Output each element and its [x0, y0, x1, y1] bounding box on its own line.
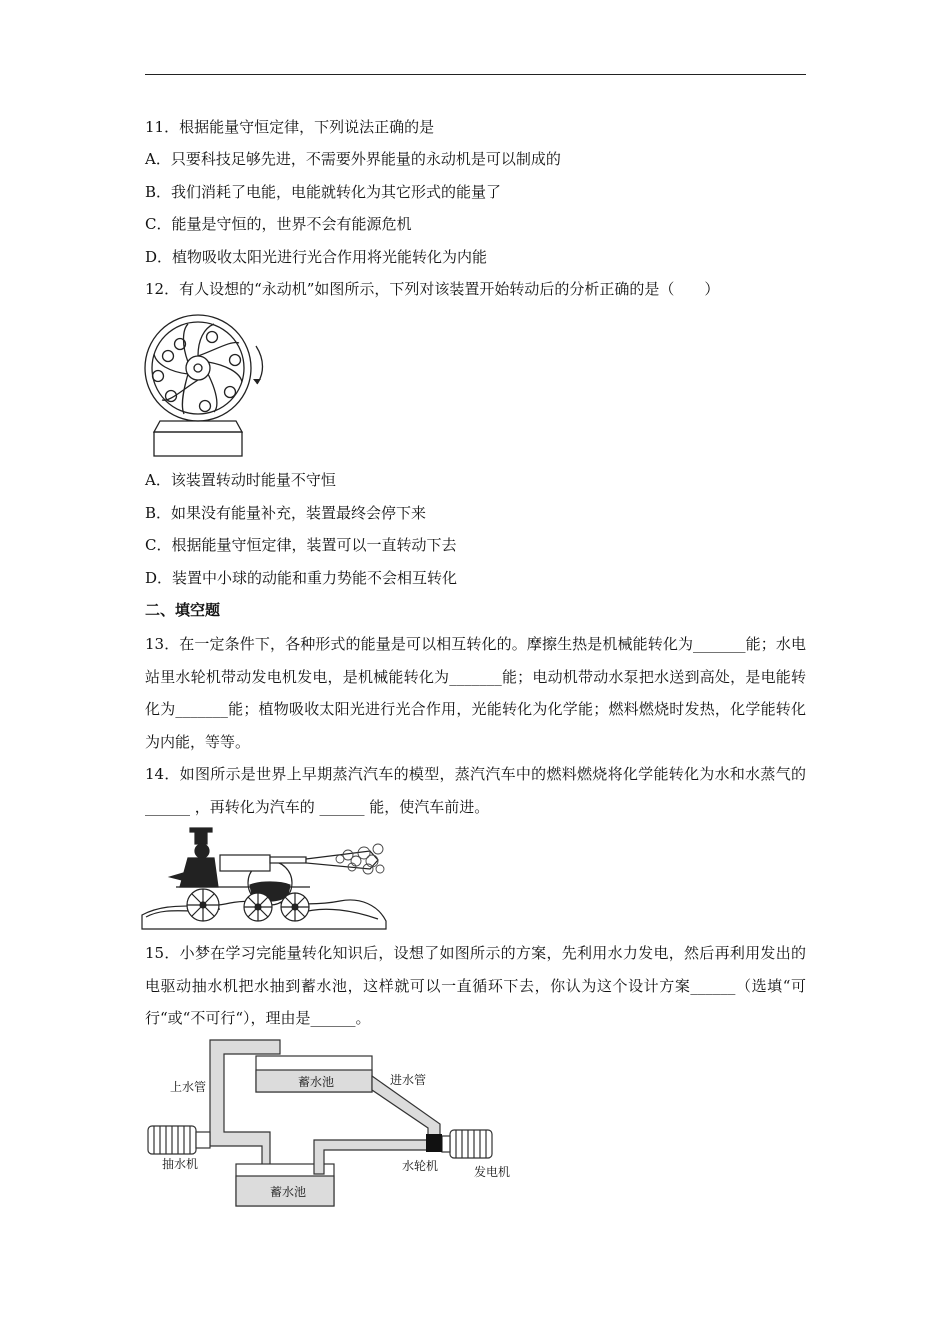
- q12-option-d: D．装置中小球的动能和重力势能不会相互转化: [145, 569, 458, 587]
- q11-option-c: C．能量是守恒的，世界不会有能源危机: [145, 215, 412, 233]
- q14-text: 14．如图所示是世界上早期蒸汽汽车的模型，蒸汽汽车中的燃料燃烧将化学能转化为水和水蒸气的 ______ ，再转化为汽车的 ______ 能，使汽车前进。: [145, 765, 806, 816]
- q11-option-d: D．植物吸收太阳光进行光合作用将光能转化为内能: [145, 248, 488, 266]
- label-generator: 发电机: [474, 1165, 511, 1179]
- q11-stem: 11．根据能量守恒定律，下列说法正确的是: [145, 118, 435, 136]
- q15-text: 15．小梦在学习完能量转化知识后，设想了如图所示的方案，先利用水力发电，然后再利用发出的电驱动抽水机把水抽到蓄水池，这样就可以一直循环下去，你认为这个设计方案______（选填“可行“或“不可行“），理由是______。: [145, 944, 806, 1027]
- perpetual-motion-figure: [140, 310, 270, 460]
- q13-text: 13．在一定条件下，各种形式的能量是可以相互转化的。摩擦生热是机械能转化为_______能；水电站里水轮机带动发电机发电，是机械能转化为_______能；电动机带动水泵把水送到高处，是电能转化为_______能；植物吸收太阳光进行光合作用，光能转化为化学能；燃料燃烧时发热，化学能转化为内能，等等。: [145, 635, 806, 751]
- label-turbine: 水轮机: [402, 1159, 439, 1173]
- water-cycle-diagram: [140, 1036, 520, 1211]
- section-title: 二、填空题: [145, 601, 221, 619]
- q11-option-b: B．我们消耗了电能，电能就转化为其它形式的能量了: [145, 183, 502, 201]
- q12-option-a: A．该装置转动时能量不守恒: [145, 471, 336, 489]
- label-upper-pipe: 上水管: [170, 1080, 207, 1094]
- header-rule: [145, 74, 806, 75]
- label-pump: 抽水机: [162, 1157, 199, 1171]
- label-inlet-pipe: 进水管: [390, 1073, 427, 1087]
- q12-option-c: C．根据能量守恒定律，装置可以一直转动下去: [145, 536, 457, 554]
- steam-car-figure: [140, 825, 390, 930]
- q11-option-a: A．只要科技足够先进，不需要外界能量的永动机是可以制成的: [145, 150, 561, 168]
- label-upper-tank: 蓄水池: [298, 1075, 335, 1089]
- q12-stem: 12．有人设想的“永动机”如图所示，下列对该装置开始转动后的分析正确的是（ ）: [145, 280, 720, 298]
- label-lower-tank: 蓄水池: [270, 1185, 307, 1199]
- q12-option-b: B．如果没有能量补充，装置最终会停下来: [145, 504, 427, 522]
